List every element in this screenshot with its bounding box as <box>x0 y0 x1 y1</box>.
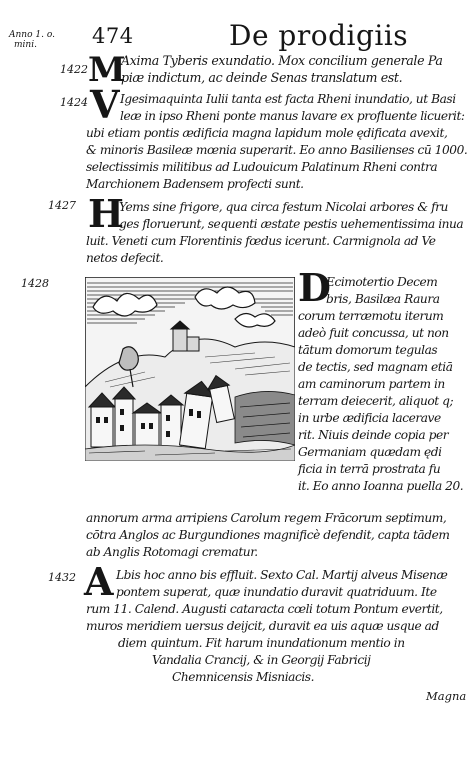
text-line: Axima Tyberis exundatio. Mox concilium generale Pa <box>121 53 443 68</box>
page-number: 474 <box>92 24 134 48</box>
text-line: cōtra Anglos ac Burgundiones magnificè defendit, capta tādem <box>86 528 450 542</box>
drop-initial-v: V <box>90 82 120 127</box>
text-line: muros meridiem uersus deijcit, duravit ea uis aquæ usque ad <box>86 619 439 633</box>
text-line: Yems sine frigore, qua circa festum Nicolai arbores & fru <box>119 200 448 214</box>
text-line: annorum arma arripiens Carolum regem Frācorum septimum, <box>86 511 447 525</box>
text-line: Ecimotertio Decem <box>326 275 438 289</box>
text-line: Lbis hoc anno bis effluit. Sexto Cal. Martij alveus Misenæ <box>116 568 448 582</box>
text-line: pontem superat, quæ inundatio duravit quatriduum. Ite <box>116 585 437 599</box>
text-line: Chemnicensis Misniacis. <box>172 670 315 684</box>
text-line: corum terræmotu iterum <box>298 309 444 323</box>
margin-note-year: Anno 1. o. <box>9 30 55 40</box>
text-line: piæ indictum, ac deinde Senas translatum est. <box>121 70 403 85</box>
text-line: ges floruerunt, sequenti æstate pestis uehementissima inua <box>119 217 464 231</box>
text-line: ubi etiam pontis ædificia magna lapidum mole ędificata avexit, <box>86 126 448 140</box>
text-line: ficia in terrā prostrata fu <box>298 462 441 476</box>
text-line: selectissimis militibus ad Ludouicum Palatinum Rheni contra <box>86 160 438 174</box>
text-line: leæ in ipso Rheni ponte manus lavare ex profluente licuerit: <box>120 109 465 123</box>
margin-note-domini: mini. <box>14 40 37 50</box>
text-line: Igesimaquinta Iulii tanta est facta Rheni inundatio, ut Basi <box>120 92 456 106</box>
drop-initial-d: D <box>298 265 331 310</box>
text-line: Germaniam quædam ędi <box>298 445 442 459</box>
running-title: De prodigiis <box>229 19 409 52</box>
year-1422: 1422 <box>60 63 88 76</box>
catchword: Magna <box>426 689 467 703</box>
text-line: Marchionem Badensem profecti sunt. <box>86 177 304 191</box>
year-1428: 1428 <box>21 277 49 290</box>
text-line: terram deiecerit, aliquot q; <box>298 394 454 408</box>
year-1427: 1427 <box>48 199 76 212</box>
drop-initial-m: M <box>88 50 126 90</box>
text-line: am caminorum partem in <box>298 377 445 391</box>
text-line: rum 11. Calend. Augusti cataracta cœli totum Pontum evertit, <box>86 602 443 616</box>
drop-initial-h: H <box>88 191 124 236</box>
year-1424: 1424 <box>60 96 88 109</box>
text-line: in urbe ædificia lacerave <box>298 411 441 425</box>
text-line: diem quintum. Fit harum inundationum mentio in <box>118 636 405 650</box>
text-line: tātum domorum tegulas <box>298 343 438 357</box>
drop-initial-a: A <box>84 559 114 604</box>
text-line: adeò fuit concussa, ut non <box>298 326 449 340</box>
text-line: rit. Niuis deinde copia per <box>298 428 449 442</box>
text-line: de tectis, sed magnam etiā <box>298 360 453 374</box>
text-line: netos defecit. <box>86 251 164 265</box>
text-line: luit. Veneti cum Florentinis fœdus icerunt. Carmignola ad Ve <box>86 234 436 248</box>
text-line: bris, Basilæa Raura <box>326 292 440 306</box>
year-1432: 1432 <box>48 571 76 584</box>
text-line: Vandalia Crancij, & in Georgij Fabricij <box>152 653 371 667</box>
text-line: it. Eo anno Ioanna puella 20. <box>298 479 464 493</box>
woodcut-earthquake-illustration <box>85 277 295 461</box>
text-line: & minoris Basileæ mœnia superarit. Eo anno Basilienses cū 1000. <box>86 143 468 157</box>
text-line: ab Anglis Rotomagi crematur. <box>86 545 258 559</box>
